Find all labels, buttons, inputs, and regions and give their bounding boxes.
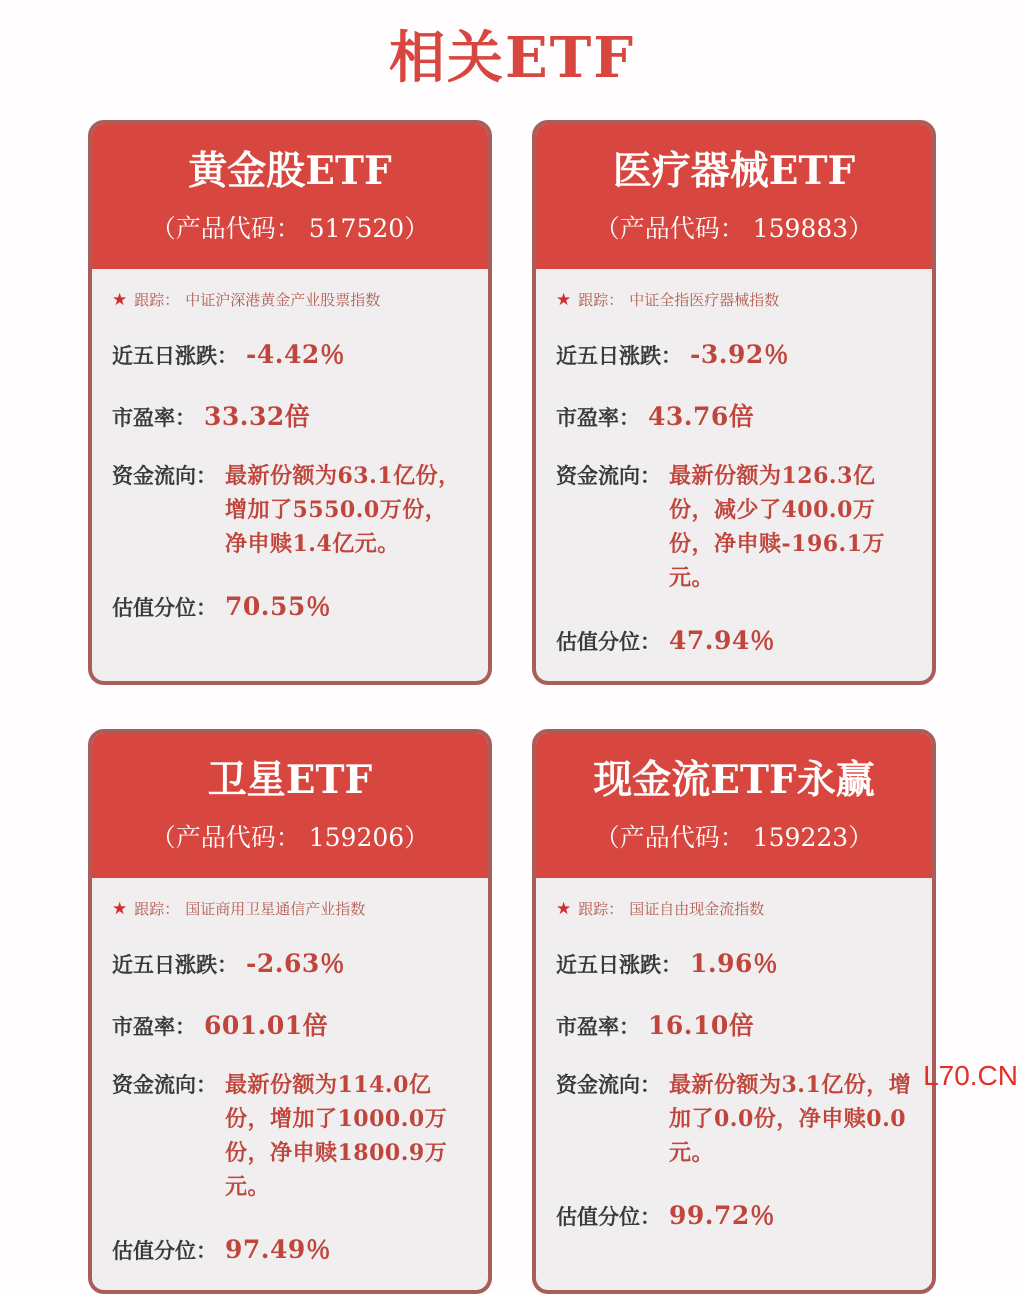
five-day-change-row bbox=[112, 944, 468, 980]
five-day-change-value: -2.63％ bbox=[246, 949, 346, 979]
track-label: 跟踪： bbox=[578, 901, 624, 919]
site-watermark: L70.CN bbox=[923, 1060, 1018, 1091]
five-day-change-row bbox=[556, 335, 912, 371]
etf-name: 现金流ETF永赢 bbox=[593, 757, 875, 804]
valuation-percentile-value: 47.94％ bbox=[669, 626, 776, 656]
card-body bbox=[92, 878, 488, 1290]
etf-name: 卫星ETF bbox=[207, 757, 373, 804]
etf-card-medical-devices bbox=[532, 120, 936, 685]
star-icon: ★ bbox=[556, 899, 572, 919]
card-header bbox=[92, 124, 488, 269]
valuation-percentile-label: 估值分位： bbox=[556, 631, 661, 655]
five-day-change-row bbox=[112, 335, 468, 371]
pe-ratio-row bbox=[112, 1006, 468, 1042]
fund-flow-label: 资金流向： bbox=[112, 1074, 217, 1098]
pe-ratio-label: 市盈率： bbox=[112, 1016, 196, 1040]
pe-ratio-value: 601.01倍 bbox=[204, 1011, 329, 1041]
pe-ratio-value: 43.76倍 bbox=[648, 401, 755, 431]
fund-flow-label: 资金流向： bbox=[556, 464, 661, 488]
card-body bbox=[92, 269, 488, 647]
five-day-change-value: -4.42％ bbox=[246, 339, 346, 369]
track-row bbox=[556, 289, 912, 310]
tracked-index-name: 国证自由现金流指数 bbox=[629, 901, 765, 919]
tracked-index-name: 中证沪深港黄金产业股票指数 bbox=[185, 291, 381, 309]
star-icon: ★ bbox=[112, 289, 128, 309]
track-row bbox=[112, 898, 468, 919]
five-day-change-row bbox=[556, 944, 912, 980]
etf-name: 医疗器械ETF bbox=[612, 148, 856, 194]
card-header bbox=[536, 733, 932, 878]
five-day-change-label: 近五日涨跌： bbox=[556, 344, 682, 368]
page-title: 相关ETF bbox=[388, 25, 636, 91]
five-day-change-label: 近五日涨跌： bbox=[556, 954, 682, 978]
pe-ratio-label: 市盈率： bbox=[556, 406, 640, 430]
fund-flow-row bbox=[556, 459, 912, 595]
fund-flow-value: 最新份额为3.1亿份，增加了0.0份，净申赎0.0元。 bbox=[669, 1072, 912, 1167]
five-day-change-value: -3.92％ bbox=[690, 339, 790, 369]
pe-ratio-value: 16.10倍 bbox=[648, 1011, 755, 1041]
valuation-percentile-label: 估值分位： bbox=[112, 597, 217, 621]
pe-ratio-label: 市盈率： bbox=[556, 1016, 640, 1040]
track-label: 跟踪： bbox=[134, 291, 180, 309]
etf-cards-grid bbox=[0, 120, 1024, 1294]
fund-flow-label: 资金流向： bbox=[556, 1074, 661, 1098]
five-day-change-value: 1.96％ bbox=[690, 949, 779, 979]
valuation-percentile-value: 97.49％ bbox=[225, 1235, 332, 1265]
five-day-change-label: 近五日涨跌： bbox=[112, 344, 238, 368]
track-label: 跟踪： bbox=[578, 291, 624, 309]
fund-flow-value: 最新份额为63.1亿份，增加了5550.0万份，净申赎1.4亿元。 bbox=[225, 462, 461, 558]
pe-ratio-label: 市盈率： bbox=[112, 406, 196, 430]
etf-card-satellite bbox=[88, 729, 492, 1294]
valuation-percentile-row bbox=[112, 1230, 468, 1266]
star-icon: ★ bbox=[112, 899, 128, 919]
tracked-index-name: 国证商用卫星通信产业指数 bbox=[185, 901, 366, 919]
five-day-change-label: 近五日涨跌： bbox=[112, 954, 238, 978]
valuation-percentile-row bbox=[556, 1196, 912, 1232]
fund-flow-row bbox=[556, 1068, 912, 1170]
fund-flow-row bbox=[112, 1068, 468, 1204]
card-body bbox=[536, 878, 932, 1256]
pe-ratio-row bbox=[112, 397, 468, 433]
fund-flow-label: 资金流向： bbox=[112, 464, 217, 488]
valuation-percentile-row bbox=[556, 621, 912, 657]
valuation-percentile-row bbox=[112, 587, 468, 623]
fund-flow-row bbox=[112, 459, 468, 561]
etf-product-code: （产品代码： 159206） bbox=[150, 823, 430, 853]
fund-flow-value: 最新份额为114.0亿份，增加了1000.0万份，净申赎1800.9万元。 bbox=[225, 1072, 448, 1201]
pe-ratio-row bbox=[556, 1006, 912, 1042]
etf-card-gold-stock bbox=[88, 120, 492, 685]
valuation-percentile-value: 99.72％ bbox=[669, 1201, 776, 1231]
etf-product-code: （产品代码： 159223） bbox=[594, 823, 874, 853]
card-header bbox=[92, 733, 488, 878]
card-body bbox=[536, 269, 932, 681]
etf-card-cash-flow bbox=[532, 729, 936, 1294]
etf-product-code: （产品代码： 517520） bbox=[150, 213, 430, 243]
valuation-percentile-label: 估值分位： bbox=[556, 1206, 661, 1230]
track-row bbox=[556, 898, 912, 919]
pe-ratio-value: 33.32倍 bbox=[204, 401, 311, 431]
card-header bbox=[536, 124, 932, 269]
valuation-percentile-value: 70.55％ bbox=[225, 592, 332, 622]
etf-name: 黄金股ETF bbox=[188, 148, 392, 194]
etf-product-code: （产品代码： 159883） bbox=[594, 213, 874, 243]
valuation-percentile-label: 估值分位： bbox=[112, 1240, 217, 1264]
track-label: 跟踪： bbox=[134, 901, 180, 919]
star-icon: ★ bbox=[556, 289, 572, 309]
pe-ratio-row bbox=[556, 397, 912, 433]
tracked-index-name: 中证全指医疗器械指数 bbox=[629, 291, 780, 309]
track-row bbox=[112, 289, 468, 310]
fund-flow-value: 最新份额为126.3亿份，减少了400.0万份，净申赎-196.1万元。 bbox=[669, 462, 886, 592]
